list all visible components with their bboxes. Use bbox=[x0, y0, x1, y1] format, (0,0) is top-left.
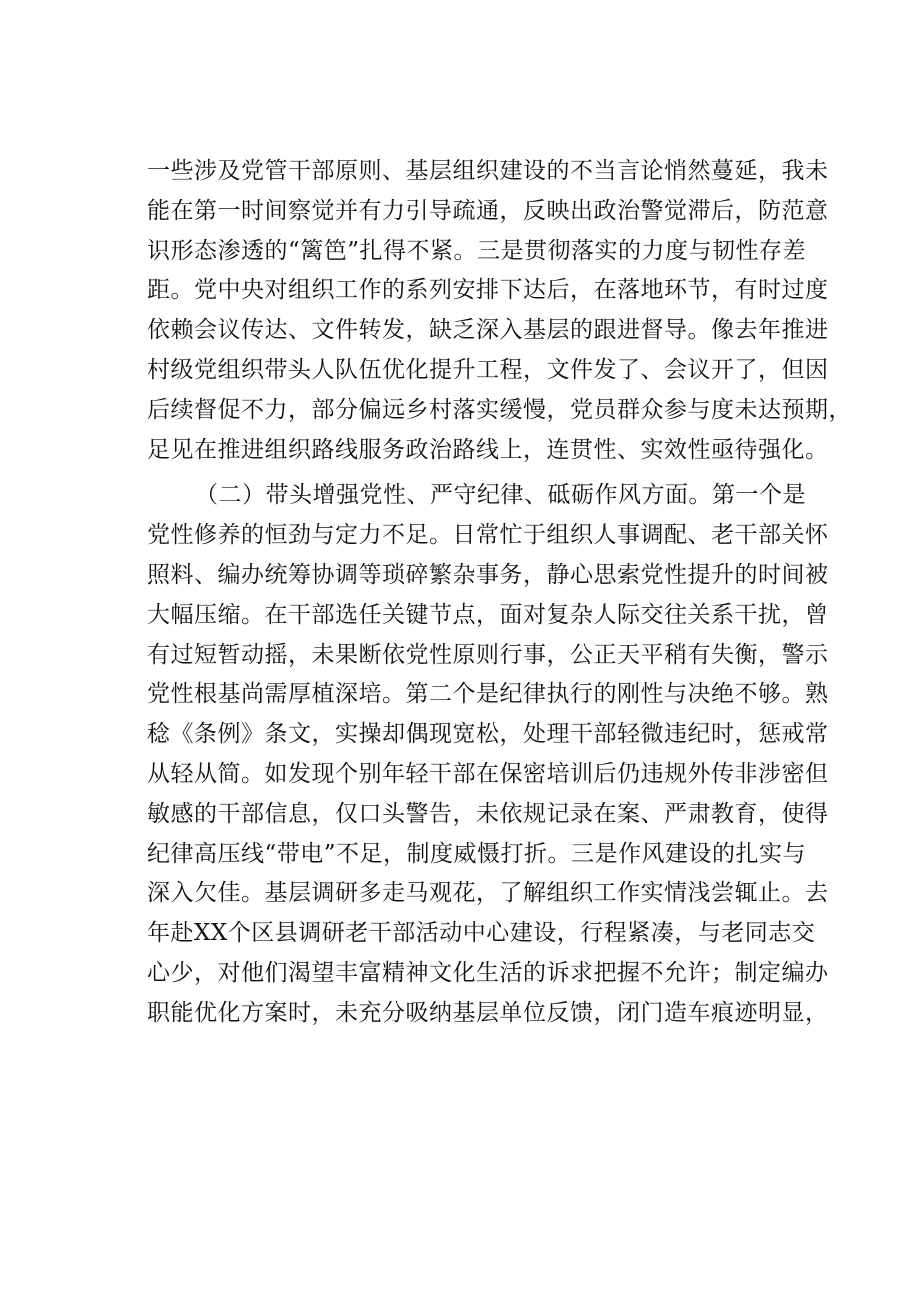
text-line: （二）带头增强党性、严守纪律、砥砺作风方面。第一个是 bbox=[195, 482, 806, 509]
body-text bbox=[147, 152, 852, 1040]
text-line: 深入欠佳。基层调研多走马观花，了解组织工作实情浅尝辄止。去 bbox=[147, 880, 829, 907]
text-line: 识形态渗透的“篱笆”扎得不紧。三是贯彻落实的力度与韧性存差 bbox=[147, 237, 807, 264]
text-line: 心少，对他们渴望丰富精神文化生活的诉求把握不允许；制定编办 bbox=[147, 959, 829, 986]
text-line: 一些涉及党管干部原则、基层组织建设的不当言论悄然蔓延，我未 bbox=[147, 158, 829, 184]
text-line: 有过短暂动摇，未果断依党性原则行事，公正天平稍有失衡，警示 bbox=[147, 641, 829, 668]
text-line: 从轻从简。如发现个别年轻干部在保密培训后仍违规外传非涉密但 bbox=[147, 760, 829, 787]
text-line: 村级党组织带头人队伍优化提升工程，文件发了、会议开了，但因 bbox=[147, 356, 829, 383]
paragraph-2 bbox=[147, 476, 829, 1033]
text-line: 纪律高压线“带电”不足，制度威慑打折。三是作风建设的扎实与 bbox=[147, 840, 807, 867]
text-line: 依赖会议传达、文件转发，缺乏深入基层的跟进督导。像去年推进 bbox=[147, 317, 829, 344]
text-line: 敏感的干部信息，仅口头警告，未依规记录在案、严肃教育，使得 bbox=[147, 800, 829, 827]
text-line: 大幅压缩。在干部选任关键节点，面对复杂人际交往关系干扰，曾 bbox=[147, 601, 829, 628]
text-line: 后续督促不力，部分偏远乡村落实缓慢，党员群众参与度未达预期， bbox=[147, 396, 852, 423]
text-line: 足见在推进组织路线服务政治路线上，连贯性、实效性亟待强化。 bbox=[147, 436, 829, 463]
text-line: 年赴XX个区县调研老干部活动中心建设，行程紧凑，与老同志交 bbox=[147, 920, 816, 947]
text-line: 党性根基尚需厚植深培。第二个是纪律执行的刚性与决绝不够。熟 bbox=[147, 681, 829, 708]
text-line: 距。党中央对组织工作的系列安排下达后，在落地环节，有时过度 bbox=[147, 277, 829, 304]
text-line: 稔《条例》条文，实操却偶现宽松，处理干部轻微违纪时，惩戒常 bbox=[147, 721, 829, 748]
text-line: 党性修养的恒劲与定力不足。日常忙于组织人事调配、老干部关怀 bbox=[147, 522, 829, 549]
text-line: 职能优化方案时，未充分吸纳基层单位反馈，闭门造车痕迹明显， bbox=[147, 999, 829, 1026]
text-line: 照料、编办统筹协调等琐碎繁杂事务，静心思索党性提升的时间被 bbox=[147, 561, 829, 588]
paragraph-1 bbox=[147, 152, 852, 470]
text-line: 能在第一时间察觉并有力引导疏通，反映出政治警觉滞后，防范意 bbox=[147, 197, 829, 224]
